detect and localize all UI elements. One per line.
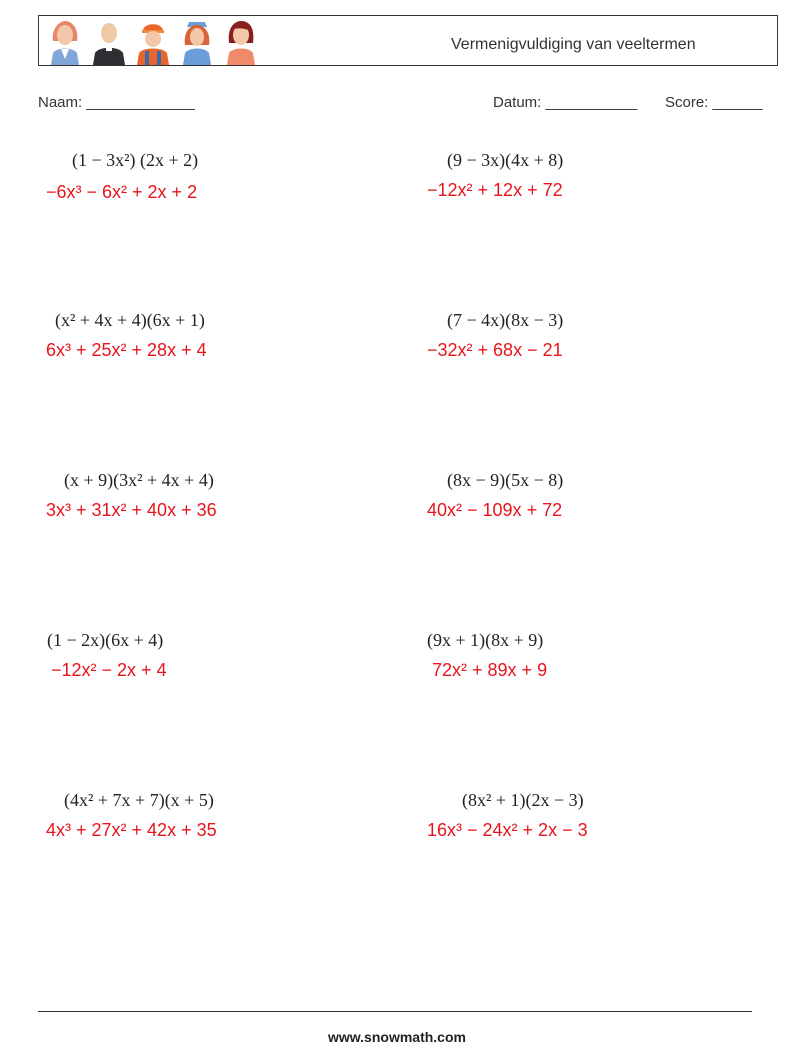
problem-question: (4x² + 7x + 7)(x + 5): [64, 790, 214, 810]
worksheet-header: [38, 15, 778, 66]
problem-question: (x² + 4x + 4)(6x + 1): [55, 310, 205, 330]
name-field-label: Naam: _____________: [38, 94, 195, 111]
problem-question: (1 − 2x)(6x + 4): [47, 630, 164, 650]
worker-avatar-icon: [135, 19, 171, 65]
problem-answer: 72x² + 89x + 9: [432, 660, 548, 680]
date-field-label: Datum: ___________: [493, 94, 638, 111]
problem-answer: 4x³ + 27x² + 42x + 35: [46, 820, 217, 840]
problem-question: (x + 9)(3x² + 4x + 4): [64, 470, 214, 490]
footer-url[interactable]: www.snowmath.com: [328, 1029, 466, 1045]
avatar-row: [47, 19, 259, 65]
footer-divider: [38, 1011, 752, 1012]
problem-answer: −6x³ − 6x² + 2x + 2: [46, 182, 198, 202]
problem-answer: 40x² − 109x + 72: [427, 500, 563, 520]
problem-answer: −12x² − 2x + 4: [51, 660, 167, 680]
problem-answer: 16x³ − 24x² + 2x − 3: [427, 820, 588, 840]
problem-question: (8x² + 1)(2x − 3): [462, 790, 584, 810]
problem-question: (9 − 3x)(4x + 8): [447, 150, 564, 170]
problem-question: (8x − 9)(5x − 8): [447, 470, 564, 490]
problem-question: (1 − 3x²) (2x + 2): [72, 150, 199, 170]
problem-answer: −12x² + 12x + 72: [427, 180, 563, 200]
nurse-avatar-icon: [179, 19, 215, 65]
score-field-label: Score: ______: [665, 94, 763, 111]
worksheet-title: Vermenigvuldiging van veeltermen: [451, 36, 696, 53]
problem-question: (7 − 4x)(8x − 3): [447, 310, 564, 330]
problem-answer: −32x² + 68x − 21: [427, 340, 563, 360]
problem-question: (9x + 1)(8x + 9): [427, 630, 544, 650]
problem-answer: 6x³ + 25x² + 28x + 4: [46, 340, 207, 360]
girl-avatar-icon: [223, 19, 259, 65]
woman-avatar-icon: [47, 19, 83, 65]
priest-avatar-icon: [91, 19, 127, 65]
problem-answer: 3x³ + 31x² + 40x + 36: [46, 500, 217, 520]
